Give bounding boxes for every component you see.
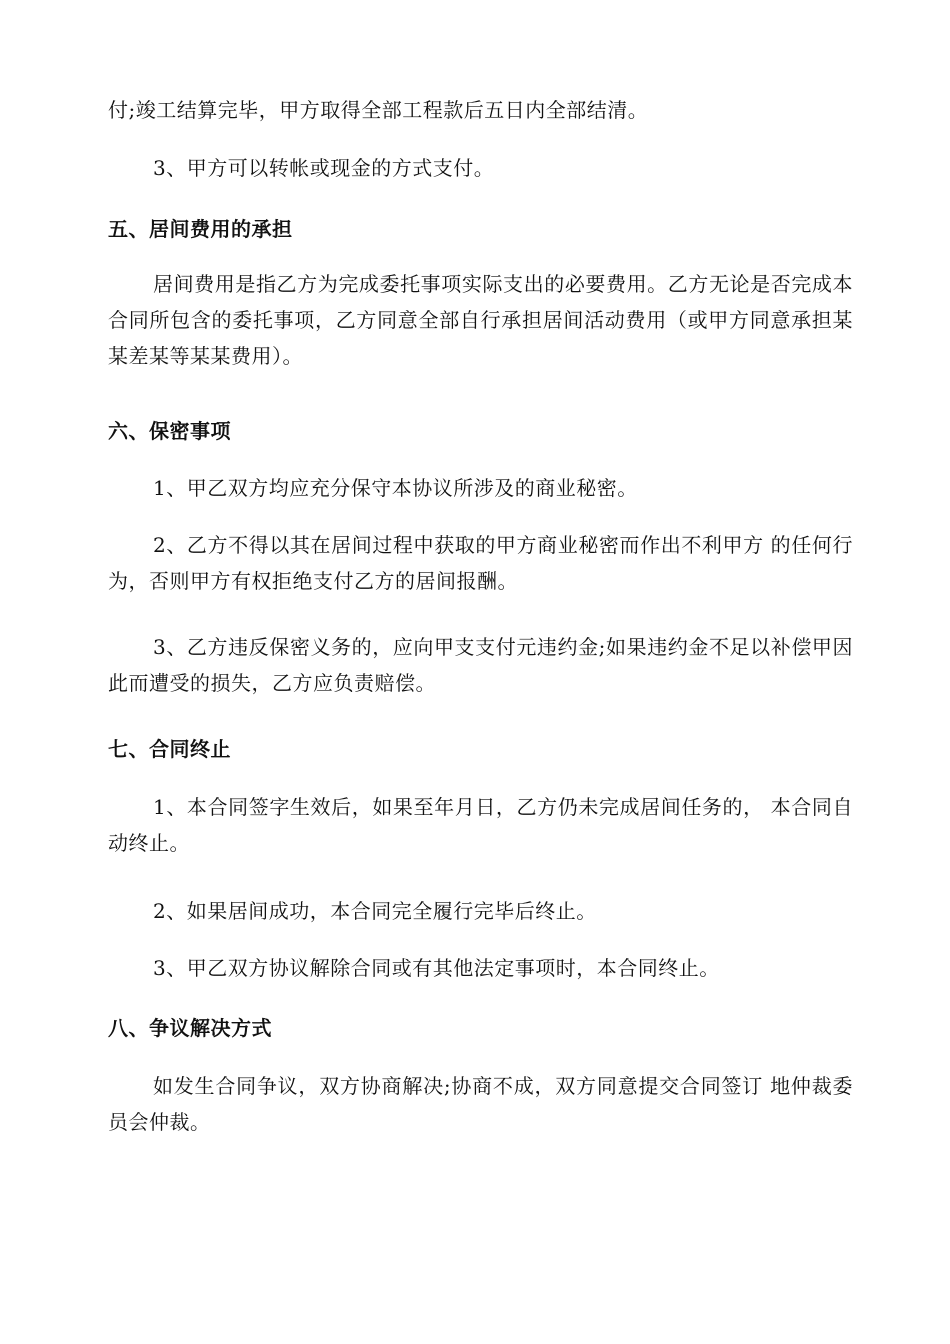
section-heading-5: 五、居间费用的承担 [108, 217, 293, 241]
section-heading-7: 七、合同终止 [108, 737, 231, 761]
section-heading-8: 八、争议解决方式 [108, 1016, 272, 1040]
paragraph-dispute-resolution: 如发生合同争议，双方协商解决;协商不成，双方同意提交合同签订 地仲裁委员会仲裁。 [108, 1074, 853, 1134]
paragraph-termination-3: 3、甲乙双方协议解除合同或有其他法定事项时，本合同终止。 [153, 956, 720, 980]
paragraph-confidentiality-3: 3、乙方违反保密义务的，应向甲支支付元违约金;如果违约金不足以补偿甲因此而遭受的损失，乙方应负责赔偿。 [108, 635, 853, 695]
paragraph-confidentiality-2: 2、乙方不得以其在居间过程中获取的甲方商业秘密而作出不利甲方 的任何行为，否则甲方有权拒绝支付乙方的居间报酬。 [108, 533, 853, 593]
paragraph-termination-2: 2、如果居间成功，本合同完全履行完毕后终止。 [153, 899, 597, 923]
paragraph-termination-1: 1、本合同签字生效后，如果至年月日，乙方仍未完成居间任务的， 本合同自动终止。 [108, 795, 853, 855]
paragraph-payment-method: 3、甲方可以转帐或现金的方式支付。 [153, 156, 495, 180]
section-heading-6: 六、保密事项 [108, 419, 231, 443]
paragraph-intermediary-fees: 居间费用是指乙方为完成委托事项实际支出的必要费用。乙方无论是否完成本合同所包含的委托事项，乙方同意全部自行承担居间活动费用（或甲方同意承担某某差某等某某费用）。 [108, 272, 853, 368]
paragraph-payment-settlement: 付;竣工结算完毕，甲方取得全部工程款后五日内全部结清。 [108, 98, 649, 122]
paragraph-confidentiality-1: 1、甲乙双方均应充分保守本协议所涉及的商业秘密。 [153, 476, 638, 500]
